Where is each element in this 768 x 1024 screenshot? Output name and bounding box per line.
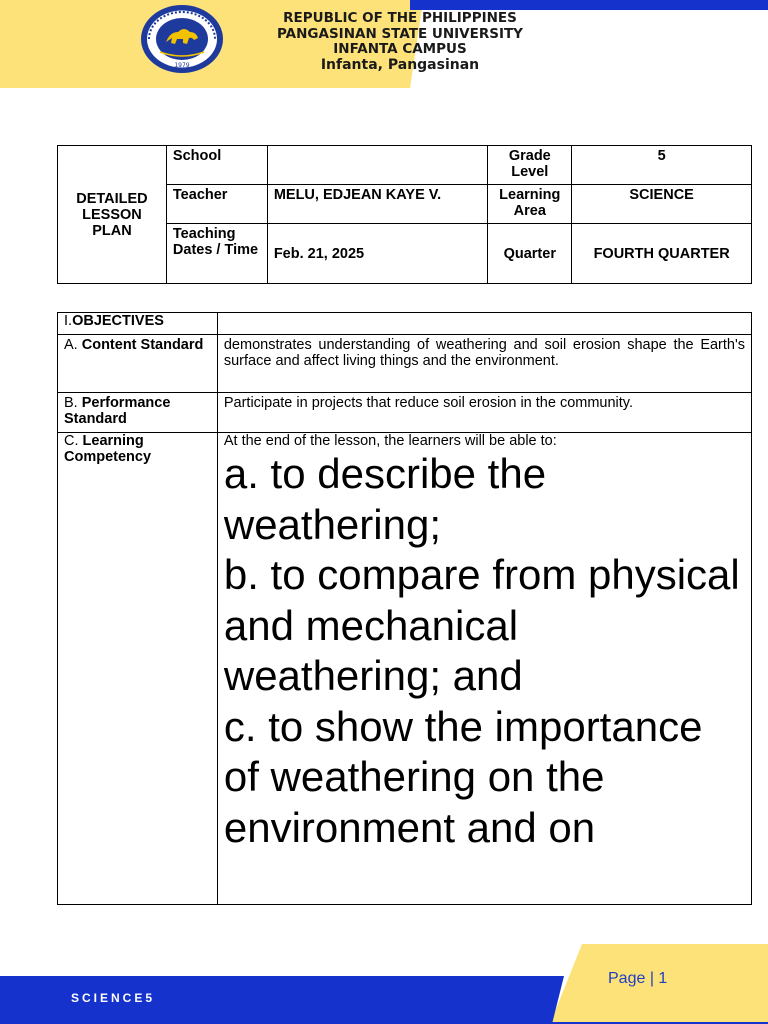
teaching-dates-value: Feb. 21, 2025 (267, 224, 488, 284)
grade-level-value: 5 (572, 146, 752, 185)
header-line-campus: INFANTA CAMPUS (333, 41, 467, 57)
header-line-location: Infanta, Pangasinan (320, 56, 480, 73)
school-label: School (166, 146, 267, 185)
quarter-label: Quarter (488, 224, 572, 284)
teacher-label: Teacher (166, 185, 267, 224)
school-value (267, 146, 488, 185)
learning-area-value: SCIENCE (572, 185, 752, 224)
learning-area-label: Learning Area (488, 185, 572, 224)
learning-competency-label: C. Learning Competency (58, 433, 218, 905)
competency-c: c. to show the importance of weathering on the environment and on (223, 702, 703, 851)
university-seal-icon (140, 4, 224, 74)
performance-standard-text: Participate in projects that reduce soil erosion in the community. (217, 393, 751, 433)
competency-b: b. to compare from physical and mechanical weathering; and (223, 551, 740, 699)
competency-a: a. to describe the weathering; (223, 450, 547, 548)
objectives-header-blank (217, 313, 751, 335)
quarter-value: FOURTH QUARTER (572, 224, 752, 284)
content-standard-label: A. Content Standard (58, 335, 218, 393)
teaching-dates-label: Teaching Dates / Time (166, 224, 267, 284)
header-band-blue (410, 0, 768, 10)
lesson-plan-title: DETAILED LESSON PLAN (58, 146, 167, 284)
seal-year: 1979 (174, 62, 190, 69)
performance-standard-label: B. Performance Standard (58, 393, 218, 433)
grade-level-label: Grade Level (488, 146, 572, 185)
header-line-republic: REPUBLIC OF THE PHILIPPINES (283, 10, 517, 26)
lesson-info-table (57, 145, 752, 284)
footer-subject-label: SCIENCE5 (71, 991, 156, 1005)
objectives-table (57, 312, 752, 905)
content-standard-text: demonstrates understanding of weathering and soil erosion shape the Earth's surface and affect living things and the environment. (217, 335, 751, 393)
page-number: Page | 1 (608, 970, 668, 987)
institution-header (240, 11, 560, 73)
teacher-value: MELU, EDJEAN KAYE V. (267, 185, 488, 224)
learning-competency-cell (217, 433, 751, 905)
header-line-university: PANGASINAN STATE UNIVERSITY (277, 25, 523, 42)
competency-intro: At the end of the lesson, the learners will be able to: (223, 433, 557, 449)
objectives-header: I.OBJECTIVES (58, 313, 218, 335)
